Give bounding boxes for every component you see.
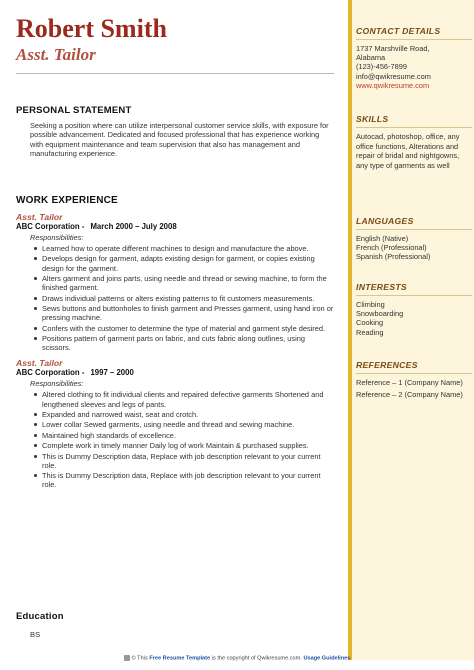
languages-heading: LANGUAGES (356, 216, 414, 226)
skills-text: Autocad, photoshop, office, any office functions, Alterations and repair of bridal and nightgowns, any type of garments as well (356, 132, 460, 170)
education-section (16, 611, 334, 639)
duty-list (16, 244, 334, 352)
header-divider (16, 73, 334, 74)
duty-item: Confers with the customer to determine the type of material and garment style desired. (42, 324, 334, 333)
work-experience-section (16, 195, 334, 491)
job-role: Asst. Tailor (16, 358, 63, 369)
duty-item: Learned how to operate different machines to design and manufacture the above. (42, 244, 334, 253)
section-divider (356, 39, 472, 40)
skills-heading: SKILLS (356, 114, 389, 124)
language-item: English (Native) (356, 234, 409, 243)
language-item: French (Professional) (356, 243, 427, 253)
duty-item: Sews buttons and buttonholes to finish garment and Presses garment, using hand iron or pressing machine. (42, 303, 334, 323)
education-heading: Education (16, 611, 64, 622)
personal-statement-heading: PERSONAL STATEMENT (16, 105, 132, 116)
reference-item: Reference – 2 (Company Name) (356, 389, 463, 399)
footer-prefix: © This (131, 655, 148, 662)
responsibilities-label: Responsibilities: (30, 233, 84, 242)
candidate-name: Robert Smith (16, 14, 167, 43)
section-divider (356, 229, 472, 230)
duty-item: Maintained high standards of excellence. (42, 431, 334, 440)
job-dates: March 2000 – July 2008 (90, 222, 177, 231)
website-link[interactable]: www.qwikresume.com (356, 80, 430, 90)
phone-number: (123)-456-7899 (356, 62, 407, 72)
address-line-1: 1737 Marshville Road, (356, 44, 430, 53)
duty-item: Altered clothing to fit individual clients and repaired defective garments Shortened and lengthened sleeves and legs of pants. (42, 390, 334, 408)
contact-section (356, 26, 472, 90)
interest-item: Snowboarding (356, 309, 404, 319)
job-role: Asst. Tailor (16, 212, 63, 222)
duty-item: Draws individual patterns or alters existing patterns to fit customers measurements. (42, 294, 334, 303)
interest-item: Climbing (356, 300, 385, 309)
main-column (16, 14, 334, 639)
free-resume-template-link[interactable]: Free Resume Template (149, 655, 211, 662)
education-degree: BS (30, 630, 41, 639)
duty-item: This is Dummy Description data, Replace with job description relevant to your current role. (42, 471, 334, 489)
section-divider (356, 127, 472, 128)
duty-item: Positions pattern of garment parts on fabric, and cuts fabric along outlines, using scissors. (42, 334, 334, 352)
languages-section (356, 216, 472, 262)
duty-item: Expanded and narrowed waist, seat and crotch. (42, 410, 334, 419)
sidebar (348, 0, 474, 660)
duty-item: Alters garment and joins parts, using needle and thread or sewing machine, to form the finished garment. (42, 274, 334, 292)
responsibilities-label: Responsibilities: (30, 379, 84, 389)
job-company-line (16, 222, 334, 232)
job-company: ABC Corporation - (16, 222, 85, 231)
work-experience-heading: WORK EXPERIENCE (16, 195, 118, 206)
duty-item: This is Dummy Description data, Replace with job description relevant to your current role. (42, 452, 334, 470)
usage-guidelines-link[interactable]: Usage Guidelines (303, 655, 351, 662)
duty-list (16, 390, 334, 489)
interest-item: Cooking (356, 318, 384, 328)
references-section (356, 360, 472, 399)
job-entry-2 (16, 358, 334, 489)
personal-statement-section (16, 105, 334, 159)
personal-statement-text: Seeking a position where can utilize interpersonal customer service skills, with exposure for possible advancement. Dedicated and focused professional that has experience working with equipment maintenance and team supervision that also has management and manufacturing experience. (30, 121, 329, 159)
interests-section (356, 282, 472, 337)
candidate-title: Asst. Tailor (16, 45, 96, 64)
copyright-icon (124, 655, 130, 661)
email-address: info@qwikresume.com (356, 71, 431, 81)
references-heading: REFERENCES (356, 360, 418, 370)
duty-item: Develops design for garment, adapts existing design for garment, or copies existing design for the garment. (42, 254, 334, 272)
job-entry-1 (16, 212, 334, 352)
interest-item: Reading (356, 327, 384, 337)
address-line-2: Alabama (356, 53, 386, 63)
section-divider (356, 373, 472, 374)
section-divider (356, 295, 472, 296)
reference-item: Reference – 1 (Company Name) (356, 378, 463, 387)
skills-section (356, 114, 472, 170)
job-company: ABC Corporation - (16, 368, 85, 378)
job-dates: 1997 – 2000 (90, 368, 134, 378)
footer-middle: is the copyright of Qwikresume.com. (211, 655, 302, 662)
duty-item: Lower collar Sewed garments, using needle and thread and sewing machine. (42, 420, 334, 429)
job-company-line (16, 368, 334, 378)
contact-heading: CONTACT DETAILS (356, 26, 441, 36)
copyright-footer (0, 655, 474, 661)
interests-heading: INTERESTS (356, 282, 407, 292)
duty-item: Complete work in timely manner Daily log of work Maintain & purchased supplies. (42, 441, 334, 450)
language-item: Spanish (Professional) (356, 252, 431, 262)
